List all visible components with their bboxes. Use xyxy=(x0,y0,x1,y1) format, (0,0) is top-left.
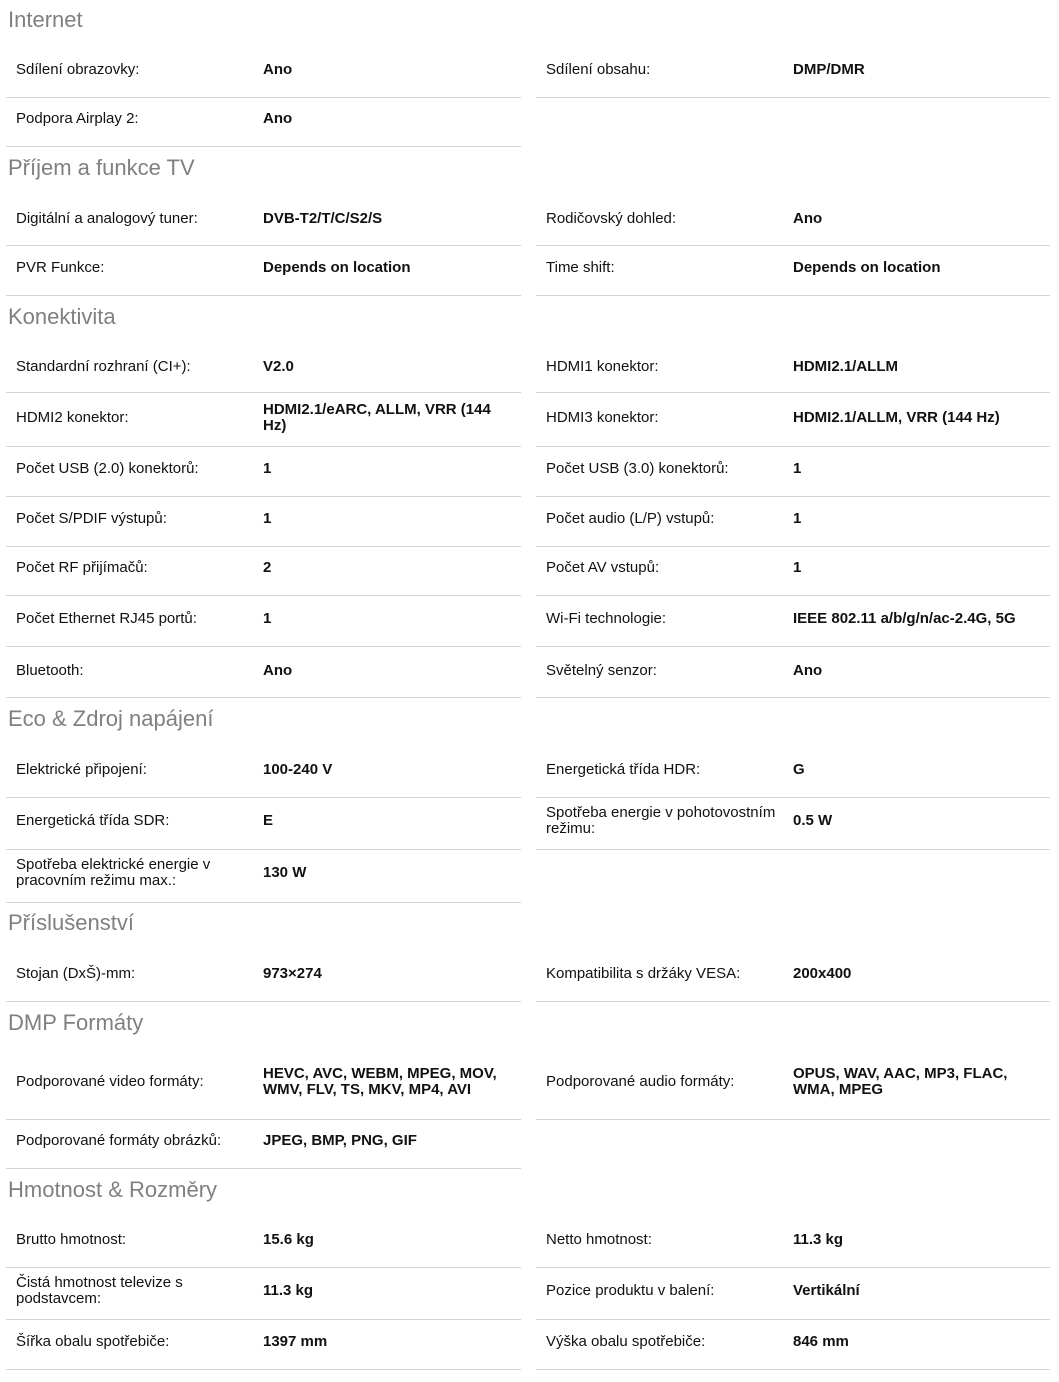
spec-label: Počet RF přijímačů: xyxy=(16,559,148,576)
row-divider xyxy=(536,546,1050,547)
spec-label: Počet S/PDIF výstupů: xyxy=(16,510,167,527)
spec-row xyxy=(6,260,521,276)
spec-value: 973×274 xyxy=(263,965,322,982)
row-divider xyxy=(6,245,521,246)
row-divider xyxy=(536,446,1050,447)
spec-row xyxy=(536,410,1050,426)
spec-label: Šířka obalu spotřebiče: xyxy=(16,1333,170,1350)
spec-row xyxy=(536,1232,1050,1248)
spec-value: IEEE 802.11 a/b/g/n/ac-2.4G, 5G xyxy=(793,610,1016,627)
spec-row xyxy=(536,211,1050,227)
row-divider xyxy=(6,595,521,596)
spec-label: Podporované formáty obrázků: xyxy=(16,1132,222,1149)
spec-label: Počet USB (3.0) konektorů: xyxy=(546,460,729,477)
row-divider xyxy=(536,1267,1050,1268)
spec-value: 11.3 kg xyxy=(263,1282,314,1299)
row-divider xyxy=(536,646,1050,647)
spec-label: Počet audio (L/P) vstupů: xyxy=(546,510,715,527)
spec-row xyxy=(6,211,521,227)
row-divider xyxy=(536,1001,1050,1002)
row-divider xyxy=(6,1119,521,1120)
row-divider xyxy=(536,697,1050,698)
row-divider xyxy=(6,646,521,647)
row-divider xyxy=(6,697,521,698)
spec-label: Počet Ethernet RJ45 portů: xyxy=(16,610,197,627)
spec-label: Spotřeba energie v pohotovostním režimu: xyxy=(546,804,776,837)
row-divider xyxy=(6,1369,521,1370)
section-title: Příslušenství xyxy=(8,910,134,935)
row-divider xyxy=(536,245,1050,246)
spec-value: 100-240 V xyxy=(263,761,333,778)
spec-row xyxy=(536,511,1050,527)
spec-value: 1 xyxy=(793,510,802,527)
spec-row xyxy=(536,805,1050,837)
spec-row xyxy=(536,260,1050,276)
spec-value: Depends on location xyxy=(793,259,941,276)
spec-value: V2.0 xyxy=(263,358,294,375)
spec-value: 1 xyxy=(263,460,272,477)
spec-label: Energetická třída HDR: xyxy=(546,761,701,778)
spec-label: PVR Funkce: xyxy=(16,259,105,276)
spec-label: Wi-Fi technologie: xyxy=(546,610,667,627)
spec-value: Depends on location xyxy=(263,259,411,276)
spec-row xyxy=(6,461,521,477)
spec-row xyxy=(6,402,521,434)
spec-value: HDMI2.1/eARC, ALLM, VRR (144 Hz) xyxy=(263,401,491,434)
spec-row xyxy=(6,511,521,527)
row-divider xyxy=(6,97,521,98)
spec-value: 846 mm xyxy=(793,1333,849,1350)
spec-value: Ano xyxy=(263,61,293,78)
spec-value: 1 xyxy=(793,460,802,477)
row-divider xyxy=(536,392,1050,393)
section-title: Hmotnost & Rozměry xyxy=(8,1177,218,1202)
spec-value: G xyxy=(793,761,805,778)
spec-row xyxy=(536,461,1050,477)
row-divider xyxy=(6,295,521,296)
spec-row xyxy=(536,359,1050,375)
spec-label: Digitální a analogový tuner: xyxy=(16,210,198,227)
spec-label: Podpora Airplay 2: xyxy=(16,110,139,127)
spec-label: Rodičovský dohled: xyxy=(546,210,677,227)
spec-row xyxy=(536,966,1050,982)
spec-row xyxy=(536,762,1050,778)
spec-value: 0.5 W xyxy=(793,812,833,829)
row-divider xyxy=(6,496,521,497)
spec-row xyxy=(536,62,1050,78)
spec-value: 11.3 kg xyxy=(793,1231,844,1248)
row-divider xyxy=(536,849,1050,850)
spec-row xyxy=(6,111,521,127)
spec-row xyxy=(536,663,1050,679)
spec-row xyxy=(6,611,521,627)
row-divider xyxy=(6,146,521,147)
spec-value: Ano xyxy=(263,662,293,679)
row-divider xyxy=(6,1168,521,1169)
row-divider xyxy=(6,797,521,798)
spec-label: Výška obalu spotřebiče: xyxy=(546,1333,706,1350)
row-divider xyxy=(536,1319,1050,1320)
spec-value: 1 xyxy=(793,559,802,576)
row-divider xyxy=(6,1001,521,1002)
row-divider xyxy=(536,295,1050,296)
spec-row xyxy=(6,762,521,778)
spec-row xyxy=(6,560,521,576)
spec-value: 1397 mm xyxy=(263,1333,328,1350)
spec-row xyxy=(6,1275,521,1307)
spec-row xyxy=(6,62,521,78)
spec-label: Pozice produktu v balení: xyxy=(546,1282,715,1299)
spec-value: HDMI2.1/ALLM xyxy=(793,358,898,375)
spec-value: Vertikální xyxy=(793,1282,860,1299)
spec-row xyxy=(536,611,1050,627)
spec-row xyxy=(6,1066,521,1098)
spec-label: Netto hmotnost: xyxy=(546,1231,652,1248)
spec-row xyxy=(6,813,521,829)
row-divider xyxy=(6,902,521,903)
spec-label: Energetická třída SDR: xyxy=(16,812,170,829)
spec-value: 1 xyxy=(263,610,272,627)
spec-label: Elektrické připojení: xyxy=(16,761,147,778)
row-divider xyxy=(536,1119,1050,1120)
spec-row xyxy=(536,560,1050,576)
section-title: Eco & Zdroj napájení xyxy=(8,706,214,731)
spec-row xyxy=(536,1283,1050,1299)
spec-label: Standardní rozhraní (CI+): xyxy=(16,358,191,375)
spec-value: JPEG, BMP, PNG, GIF xyxy=(263,1132,417,1149)
spec-value: Ano xyxy=(793,210,823,227)
spec-row xyxy=(6,857,521,889)
spec-label: Stojan (DxŠ)-mm: xyxy=(16,965,136,982)
spec-row xyxy=(6,663,521,679)
row-divider xyxy=(6,546,521,547)
spec-row xyxy=(6,359,521,375)
spec-value: Ano xyxy=(793,662,823,679)
section-title: Příjem a funkce TV xyxy=(8,155,195,180)
spec-label: HDMI3 konektor: xyxy=(546,409,659,426)
row-divider xyxy=(536,97,1050,98)
section-title: Konektivita xyxy=(8,304,116,329)
spec-label: Brutto hmotnost: xyxy=(16,1231,127,1248)
row-divider xyxy=(6,849,521,850)
spec-label: Čistá hmotnost televize s podstavcem: xyxy=(16,1274,183,1307)
spec-label: Kompatibilita s držáky VESA: xyxy=(546,965,741,982)
spec-row xyxy=(536,1334,1050,1350)
spec-value: HEVC, AVC, WEBM, MPEG, MOV, WMV, FLV, TS, MKV, MP4, AVI xyxy=(263,1065,497,1098)
spec-value: DVB-T2/T/C/S2/S xyxy=(263,210,383,227)
row-divider xyxy=(536,1369,1050,1370)
row-divider xyxy=(6,446,521,447)
row-divider xyxy=(6,1267,521,1268)
spec-label: HDMI1 konektor: xyxy=(546,358,659,375)
row-divider xyxy=(6,392,521,393)
spec-label: Bluetooth: xyxy=(16,662,84,679)
row-divider xyxy=(536,797,1050,798)
spec-value: 2 xyxy=(263,559,272,576)
spec-label: Počet USB (2.0) konektorů: xyxy=(16,460,199,477)
row-divider xyxy=(6,1319,521,1320)
spec-value: E xyxy=(263,812,274,829)
spec-row xyxy=(6,1334,521,1350)
spec-row xyxy=(6,1232,521,1248)
spec-label: Sdílení obrazovky: xyxy=(16,61,140,78)
spec-value: Ano xyxy=(263,110,293,127)
spec-value: 200x400 xyxy=(793,965,852,982)
spec-value: OPUS, WAV, AAC, MP3, FLAC, WMA, MPEG xyxy=(793,1065,1008,1098)
spec-label: Světelný senzor: xyxy=(546,662,657,679)
spec-label: Sdílení obsahu: xyxy=(546,61,651,78)
spec-row xyxy=(6,1133,521,1149)
spec-value: 130 W xyxy=(263,864,307,881)
spec-value: 1 xyxy=(263,510,272,527)
spec-row xyxy=(6,966,521,982)
section-title: DMP Formáty xyxy=(8,1010,144,1035)
spec-label: Podporované audio formáty: xyxy=(546,1073,735,1090)
spec-label: Podporované video formáty: xyxy=(16,1073,204,1090)
spec-value: DMP/DMR xyxy=(793,61,865,78)
row-divider xyxy=(536,496,1050,497)
spec-label: HDMI2 konektor: xyxy=(16,409,129,426)
spec-label: Spotřeba elektrické energie v pracovním režimu max.: xyxy=(16,856,211,889)
row-divider xyxy=(536,595,1050,596)
spec-row xyxy=(536,1066,1050,1098)
section-title: Internet xyxy=(8,7,83,32)
spec-label: Time shift: xyxy=(546,259,615,276)
spec-value: 15.6 kg xyxy=(263,1231,314,1248)
spec-value: HDMI2.1/ALLM, VRR (144 Hz) xyxy=(793,409,1000,426)
spec-label: Počet AV vstupů: xyxy=(546,559,660,576)
